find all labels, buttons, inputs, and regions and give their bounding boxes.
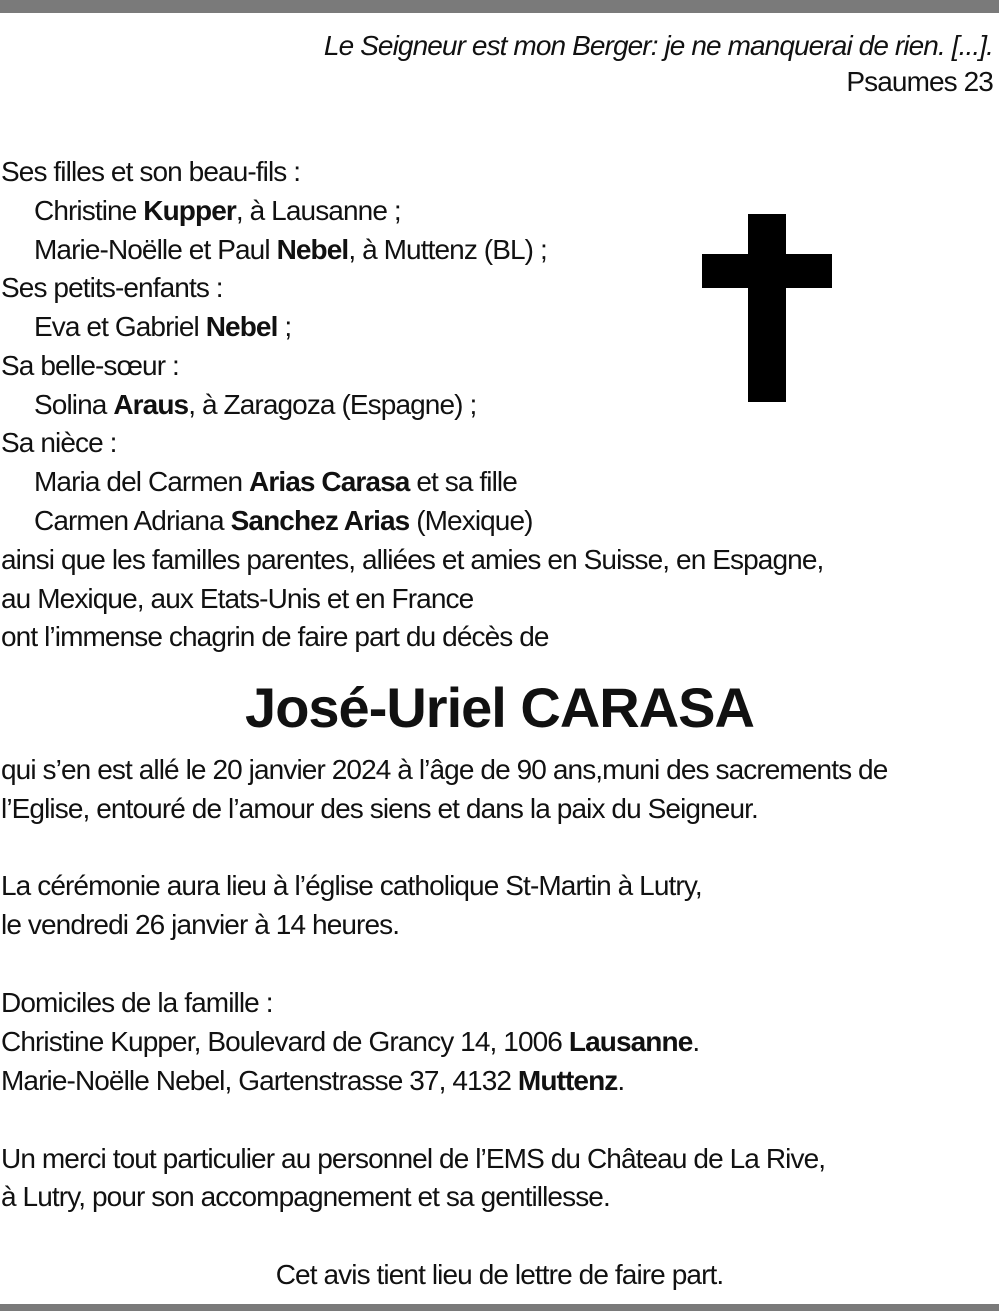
first-name: Christine bbox=[34, 195, 144, 226]
bottom-rule bbox=[0, 1304, 999, 1311]
place: , à Muttenz (BL) ; bbox=[348, 234, 547, 265]
top-rule bbox=[0, 0, 999, 13]
cross-vertical-bar bbox=[748, 214, 786, 402]
extended-family-line-2: au Mexique, aux Etats-Unis et en France bbox=[1, 583, 474, 614]
family-entry-marie-noelle bbox=[34, 232, 547, 268]
place: (Mexique) bbox=[409, 505, 533, 536]
cross-icon bbox=[702, 214, 832, 402]
address: Marie-Noëlle Nebel, Gartenstrasse 37, 4132 bbox=[1, 1065, 518, 1096]
period: . bbox=[617, 1065, 625, 1096]
place: , à Zaragoza (Espagne) ; bbox=[188, 389, 477, 420]
first-name: Eva et Gabriel bbox=[34, 311, 206, 342]
surname: Nebel bbox=[205, 311, 278, 342]
family-entry-solina bbox=[34, 387, 476, 423]
surname: Sanchez Arias bbox=[230, 505, 410, 536]
first-name: Marie-Noëlle et Paul bbox=[34, 234, 277, 265]
announcement-line: ont l’immense chagrin de faire part du décès de bbox=[1, 621, 549, 652]
family-entry-grandchildren bbox=[34, 309, 291, 345]
address: Christine Kupper, Boulevard de Grancy 14, 1006 bbox=[1, 1026, 569, 1057]
extended-family-line-1: ainsi que les familles parentes, alliées et amies en Suisse, en Espagne, bbox=[1, 544, 824, 575]
tail: ; bbox=[277, 311, 292, 342]
thanks-line-1: Un merci tout particulier au personnel de l’EMS du Château de La Rive, bbox=[1, 1143, 826, 1174]
death-line-1: qui s’en est allé le 20 janvier 2024 à l’âge de 90 ans,muni des sacrements de bbox=[1, 754, 888, 785]
epigraph-verse: Le Seigneur est mon Berger: je ne manquerai de rien. [...]. bbox=[323, 30, 993, 61]
first-name: Carmen Adriana bbox=[34, 505, 231, 536]
domicile-kupper bbox=[1, 1024, 699, 1060]
thanks-line-2: à Lutry, pour son accompagnement et sa gentillesse. bbox=[1, 1181, 610, 1212]
ceremony-line-2: le vendredi 26 janvier à 14 heures. bbox=[1, 909, 400, 940]
family-entry-carmen-adriana bbox=[34, 503, 533, 539]
epigraph-reference: Psaumes 23 bbox=[846, 66, 993, 97]
family-entry-christine bbox=[34, 193, 401, 229]
family-entry-maria-del-carmen bbox=[34, 464, 517, 500]
surname: Kupper bbox=[143, 195, 236, 226]
closing-note: Cet avis tient lieu de lettre de faire part. bbox=[275, 1259, 724, 1290]
surname: Araus bbox=[113, 389, 189, 420]
city: Muttenz bbox=[517, 1065, 618, 1096]
ceremony-line-1: La cérémonie aura lieu à l’église catholique St-Martin à Lutry, bbox=[1, 870, 702, 901]
domicile-nebel bbox=[1, 1063, 624, 1099]
grandchildren-heading: Ses petits-enfants : bbox=[1, 272, 223, 303]
sister-in-law-heading: Sa belle-sœur : bbox=[1, 350, 179, 381]
niece-heading: Sa nièce : bbox=[1, 427, 117, 458]
domiciles-heading: Domiciles de la famille : bbox=[1, 987, 273, 1018]
daughters-heading: Ses filles et son beau-fils : bbox=[1, 156, 301, 187]
period: . bbox=[692, 1026, 700, 1057]
deceased-name: José-Uriel CARASA bbox=[245, 676, 754, 739]
surname: Arias Carasa bbox=[249, 466, 410, 497]
place: , à Lausanne ; bbox=[235, 195, 401, 226]
epigraph bbox=[324, 28, 993, 100]
first-name: Solina bbox=[34, 389, 114, 420]
first-name: Maria del Carmen bbox=[34, 466, 250, 497]
surname: Nebel bbox=[276, 234, 349, 265]
cross-horizontal-bar bbox=[702, 254, 832, 288]
death-line-2: l’Eglise, entouré de l’amour des siens et dans la paix du Seigneur. bbox=[1, 793, 758, 824]
city: Lausanne bbox=[568, 1026, 693, 1057]
tail: et sa fille bbox=[409, 466, 517, 497]
